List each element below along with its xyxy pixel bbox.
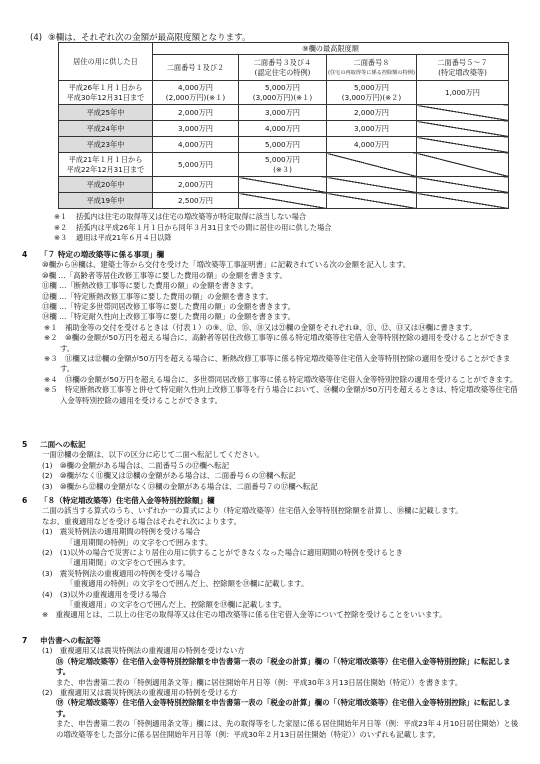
- header-limit-group: ⑨欄の最高限度額: [153, 43, 509, 55]
- table-row: [59, 121, 509, 137]
- section-heading: [22, 496, 522, 506]
- section-heading: [22, 440, 522, 450]
- item-number: (4): [30, 33, 43, 43]
- row-c3: 3,000万円: [327, 121, 417, 137]
- row-c2: 5,000万円 (※３): [239, 153, 327, 177]
- section-6: [22, 496, 522, 621]
- row-c1: 5,000万円: [153, 153, 239, 177]
- section-title: 二面への転記: [40, 440, 86, 449]
- section-note: ※５ 特定断熱改修工事等と併せて特定耐久性向上改修工事等を行う場合において、⑭欄の金額が50万円を超えるときは、特定増改築等住宅借入金等特別控除の適用を受けることができます。: [44, 385, 518, 405]
- row-c4-empty: [417, 177, 509, 193]
- table-row: [59, 177, 509, 193]
- row-c2: 4,000万円: [239, 121, 327, 137]
- row-c1: 3,000万円: [153, 121, 239, 137]
- section-line: ※ 重複適用とは、二以上の住宅の取得等又は住宅の増改築等に係る住宅借入金等について控除を受けることをいいます。: [42, 610, 447, 620]
- section-title: 「７ 特定の増改築等に係る事項」欄: [40, 250, 165, 259]
- note-mark: ※２: [54, 222, 68, 232]
- row-c3: 5,000万円 (3,000万円)(※２): [327, 81, 417, 105]
- header-col3-title: 二面番号８: [353, 57, 390, 67]
- row-c4-empty: [417, 193, 509, 209]
- section-line: ⑪欄 …「断熱改修工事等に要した費用の額」の金額を書きます。: [42, 281, 259, 291]
- section-number: 5: [22, 440, 28, 449]
- row-date: 平成23年中: [59, 137, 153, 153]
- row-c2: 5,000万円: [239, 137, 327, 153]
- section-line: 一面⑰欄の金額は、以下の区分に応じて二面へ転記してください。: [42, 450, 264, 460]
- section-note: ※２ ⑩欄の金額が50万円を超える場合に、高齢者等居住改修工事等に係る特定増改築等住宅借入金等特別控除の適用を受けることができます。: [44, 333, 510, 353]
- header-col4: 二面番号５～７ (特定増改築等): [417, 55, 509, 81]
- row-c1: 4,000万円 (2,000万円)(※１): [153, 81, 239, 105]
- row-c3-empty: [327, 177, 417, 193]
- row-c3: 4,000万円: [327, 137, 417, 153]
- row-date: 平成21年１月１日から 平成22年12月31日まで: [59, 153, 153, 177]
- section-title: 「８（特定増改築等）住宅借入金等特別控除額」欄: [40, 496, 215, 505]
- section-note: ※３ ⑪欄又は⑫欄の金額が50万円を超える場合に、断熱改修工事等に係る特定増改築等住宅借入金等特別控除の適用を受けることができます。: [44, 354, 511, 374]
- table-row: [59, 105, 509, 121]
- row-c4-empty: [417, 137, 509, 153]
- section-line: ⑬欄 …「特定多世帯同居改修工事等に要した費用の額」の金額を書きます。: [42, 302, 296, 312]
- table-note: [54, 233, 331, 244]
- section-5: [22, 440, 522, 492]
- section-line: ⑫欄 …「特定断熱改修工事等に要した費用の額」の金額を書きます。: [42, 291, 273, 301]
- section-line: 「適用期間」の文字を○で囲みます。: [66, 558, 191, 568]
- row-date: 平成26年１月１日から 平成30年12月31日まで: [59, 81, 153, 105]
- section-line: 「適用期間の特例」の文字を○で囲みます。: [66, 537, 213, 547]
- note-text: 括弧内は住宅の取得等又は住宅の増改築等が特定取得に該当しない場合: [76, 212, 307, 221]
- header-col2: 二面番号３及び４ (認定住宅の特例): [239, 55, 327, 81]
- header-col1: 二面番号１及び２: [153, 55, 239, 81]
- section-line: (1) 重複適用又は震災特例法の重複適用の特例を受けない方: [42, 646, 245, 656]
- table-row: [59, 137, 509, 153]
- header-date: 居住の用に供した日: [59, 43, 153, 81]
- section-number: 7: [22, 636, 28, 645]
- row-c1: 2,000万円: [153, 177, 239, 193]
- section-number: 4: [22, 250, 28, 259]
- section-line: (4) (3)以外の重複適用を受ける場合: [42, 589, 167, 599]
- section-title: 申告書への転記等: [40, 636, 101, 645]
- section-heading: [22, 636, 522, 646]
- section-line: なお、重複適用などを受ける場合はそれぞれ次によります。: [42, 516, 241, 526]
- table-notes: [54, 212, 331, 244]
- section-line: (2) (1)以外の場合で災害により居住の用に供することができなくなった場合に適用期間の特例を受けるとき: [42, 548, 403, 558]
- section-line: ⑩欄 …「高齢者等居住改修工事等に要した費用の額」の金額を書きます。: [42, 270, 287, 280]
- section-line: ⑲（特定増改築等）住宅借入金等特別控除額を申告書第一表の「税金の計算」欄の「（特定増改築等）住宅借入金等特別控除」に転記します。: [56, 698, 511, 718]
- section-line: また、申告書第二表の「特例適用条文等」欄には、先の取得等をした家屋に係る居住開始年月日等（例：平成23年４月10日居住開始）と後の増改築等をした部分に係る居住開始年月日等（例：平成30年２月13日居住開始（特定））のいずれも記載します。: [56, 719, 519, 739]
- note-mark: ※３: [54, 233, 68, 242]
- section-4: [22, 250, 522, 406]
- row-date: 平成19年中: [59, 193, 153, 209]
- row-c1: 2,000万円: [153, 105, 239, 121]
- limit-table: [58, 42, 509, 209]
- section-heading: [22, 250, 522, 260]
- section-line: (1) 震災特例法の適用期間の特例を受ける場合: [42, 527, 201, 537]
- row-c3-empty: [327, 193, 417, 209]
- row-c2-empty: [239, 177, 327, 193]
- row-c1: 2,500万円: [153, 193, 239, 209]
- section-7: [22, 636, 522, 740]
- table-row: [59, 193, 509, 209]
- section-line: 「重複適用」の文字を○で囲んだ上、控除額を⑲欄に記載します。: [66, 600, 287, 610]
- note-text: 適用は平成21年６月４日以降: [76, 233, 172, 242]
- table-note: [54, 212, 331, 223]
- header-col3: [327, 55, 417, 81]
- row-c4: 1,000万円: [417, 81, 509, 105]
- row-c2: 5,000万円 (3,000万円)(※１): [239, 81, 327, 105]
- row-date: 平成20年中: [59, 177, 153, 193]
- row-date: 平成24年中: [59, 121, 153, 137]
- section-number: 6: [22, 496, 28, 505]
- section-line: (3) 震災特例法の重複適用の特例を受ける場合: [42, 568, 201, 578]
- section-line: 「重複適用の特例」の文字を○で囲んだ上、控除額を⑲欄に記載します。: [66, 579, 309, 589]
- section-line: (1) ⑩欄の金額がある場合は、二面番号５の⑰欄へ転記: [42, 460, 230, 470]
- row-c4-empty: [417, 121, 509, 137]
- section-line: (2) ⑩欄がなく⑪欄又は⑫欄の金額がある場合は、二面番号６の⑰欄へ転記: [42, 471, 296, 481]
- row-date: 平成25年中: [59, 105, 153, 121]
- row-c1: 4,000万円: [153, 137, 239, 153]
- row-c4-empty: [417, 105, 509, 121]
- table-row: [59, 81, 509, 105]
- row-c2-empty: [239, 193, 327, 209]
- section-line: ⑩欄から⑭欄は、建築士等から交付を受けた「増改築等工事証明書」に記載されている次の金額を記入します。: [42, 260, 411, 270]
- item-text: ⑨欄は、それぞれ次の金額が最高限度額となります。: [48, 33, 251, 43]
- row-c3-empty: [327, 153, 417, 177]
- table-row: [59, 153, 509, 177]
- row-c4-empty: [417, 153, 509, 177]
- section-note: ※４ ⑬欄の金額が50万円を超える場合に、多世帯同居改修工事等に係る特定増改築等住宅借入金等特別控除の適用を受けることができます。: [44, 374, 518, 384]
- table-note: [54, 223, 331, 234]
- row-c3: 2,000万円: [327, 105, 417, 121]
- section-line: 二面の該当する算式のうち、いずれか一の算式により（特定増改築等）住宅借入金等特別控除額を計算し、⑱欄に記載します。: [42, 506, 463, 516]
- note-text: 括弧内は平成26年１月１日から同年３月31日までの間に居住の用に供した場合: [76, 222, 332, 232]
- section-note: ※１ 補助金等の交付を受けるときは（付表１）の⑨、⑫、⑮、⑱又は㉑欄の金額をそれぞれ⑩、⑪、⑫、⑬又は⑭欄に書きます。: [44, 322, 477, 332]
- note-mark: ※１: [54, 212, 68, 221]
- section-line: また、申告書第二表の「特例適用条文等」欄に居住開始年月日等（例：平成30年３月13日居住開始（特定））を書きます。: [56, 677, 463, 687]
- section-line: (2) 重複適用又は震災特例法の重複適用の特例を受ける方: [42, 688, 238, 698]
- section-line: ⑱（特定増改築等）住宅借入金等特別控除額を申告書第一表の「税金の計算」欄の「（特定増改築等）住宅借入金等特別控除」に転記します。: [56, 656, 511, 677]
- section-line: (3) ⑩欄から⑫欄の金額がなく⑬欄の金額がある場合は、二面番号７の⑰欄へ転記: [42, 481, 318, 491]
- header-col3-sub: (住宅の再取得等に係る控除額の特例): [327, 69, 416, 76]
- row-c2: 3,000万円: [239, 105, 327, 121]
- section-line: ⑭欄 …「特定耐久性向上改修工事等に要した費用の額」の金額を書きます。: [42, 312, 296, 322]
